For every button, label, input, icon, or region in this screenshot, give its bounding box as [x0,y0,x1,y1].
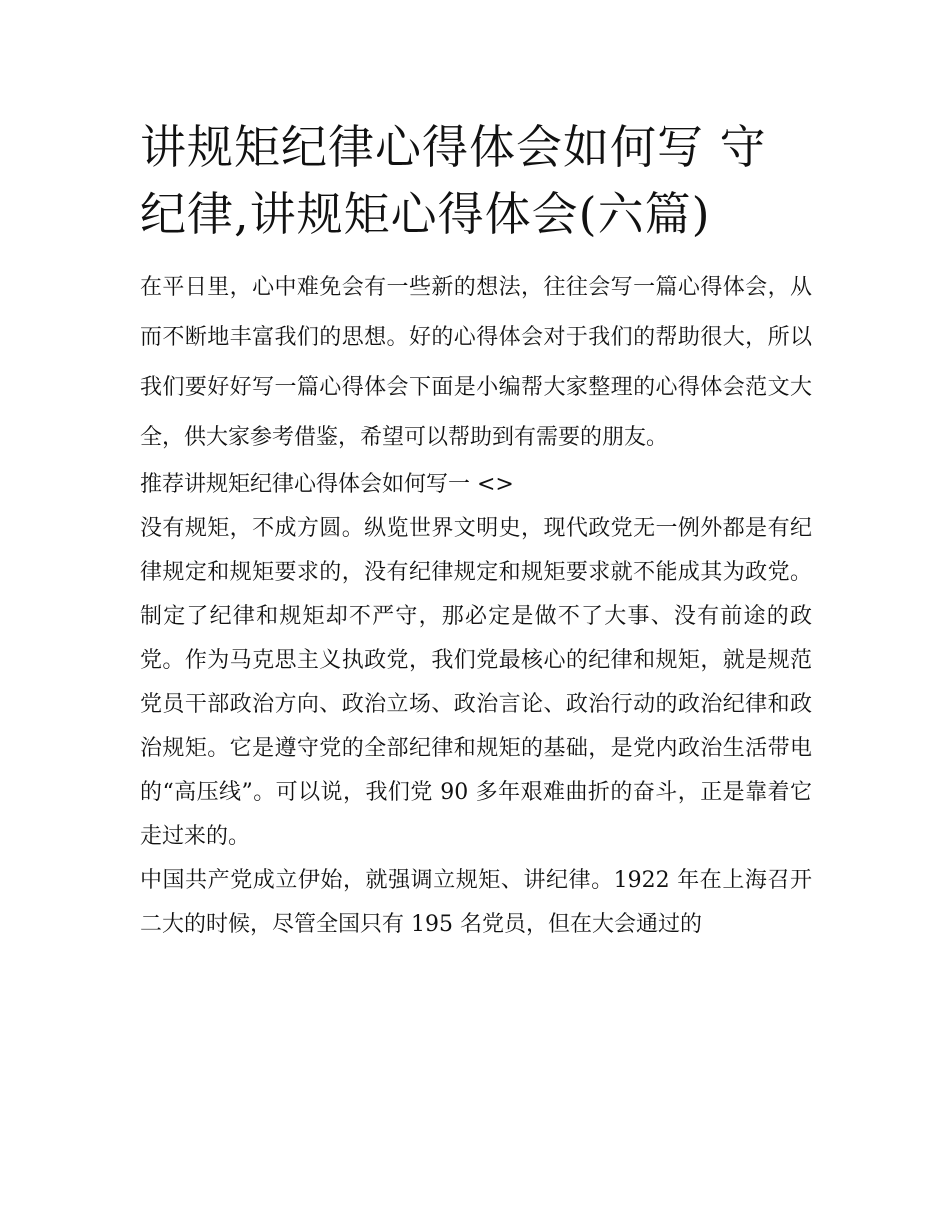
document-body [140,114,812,947]
body-paragraph: 中国共产党成立伊始，就强调立规矩、讲纪律。1922 年在上海召开二大的时候，尽管全国只有 195 名党员，但在大会通过的 [140,868,812,937]
body-paragraph: 没有规矩，不成方圆。纵览世界文明史，现代政党无一例外都是有纪律规定和规矩要求的，没有纪律规定和规矩要求就不能成其为政党。制定了纪律和规矩却不严守，那必定是做不了大事、没有前途的政党。作为马克思主义执政党，我们党最核心的纪律和规矩，就是规范党员干部政治方向、政治立场、政治言论、政治行动的政治纪律和政治规矩。它是遵守党的全部纪律和规矩的基础，是党内政治生活带电的“高压线”。可以说，我们党 90 多年艰难曲折的奋斗，正是靠着它走过来的。 [140,516,812,849]
document-title: 讲规矩纪律心得体会如何写 守纪律,讲规矩心得体会(六篇) [140,120,767,241]
section-heading: 推荐讲规矩纪律心得体会如何写一 <> [140,472,514,497]
intro-paragraph: 在平日里，心中难免会有一些新的想法，往往会写一篇心得体会，从而不断地丰富我们的思想。好的心得体会对于我们的帮助很大，所以我们要好好写一篇心得体会下面是小编帮大家整理的心得体会范文大全，供大家参考借鉴，希望可以帮助到有需要的朋友。 [140,275,812,450]
